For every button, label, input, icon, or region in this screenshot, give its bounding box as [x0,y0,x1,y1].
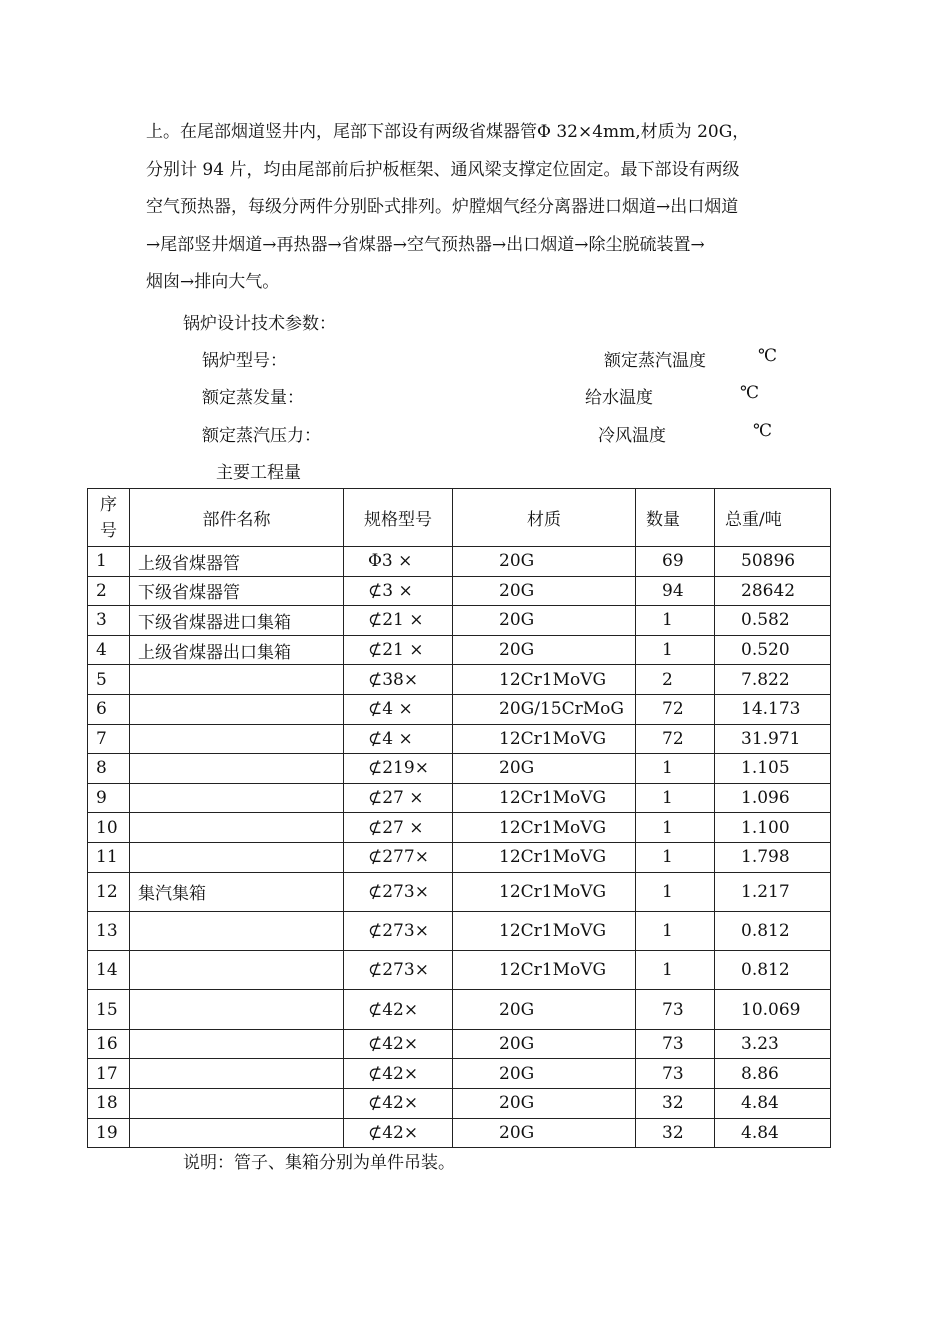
cell-spec: ⊄273× [344,951,453,990]
cell-spec: ⊄27 × [344,813,453,843]
cell-weight: 4.84 [715,1088,831,1118]
cell-material: 12Cr1MoVG [453,951,636,990]
cell-material: 20G [453,1029,636,1059]
cell-name [130,842,344,872]
cell-seq: 1 [88,547,130,577]
cell-qty: 69 [636,547,715,577]
cell-weight: 28642 [715,576,831,606]
cell-seq: 18 [88,1088,130,1118]
cell-weight: 0.582 [715,606,831,636]
cell-material: 20G [453,990,636,1029]
cell-material: 12Cr1MoVG [453,872,636,911]
table-row [88,872,831,911]
table-row [88,951,831,990]
table-row [88,1118,831,1148]
cell-material: 12Cr1MoVG [453,724,636,754]
cell-spec: ⊄21 × [344,606,453,636]
cell-material: 20G [453,754,636,784]
cell-name [130,724,344,754]
cell-spec: ⊄27 × [344,783,453,813]
cell-name [130,1088,344,1118]
cell-weight: 4.84 [715,1118,831,1148]
cell-name [130,694,344,724]
cell-seq: 17 [88,1059,130,1089]
cell-qty: 1 [636,872,715,911]
cell-name: 集汽集箱 [130,872,344,911]
cell-material: 20G [453,1118,636,1148]
cell-spec: ⊄42× [344,990,453,1029]
cell-spec: ⊄42× [344,1059,453,1089]
header-material: 材质 [453,489,636,547]
cell-qty: 94 [636,576,715,606]
params-title: 锅炉设计技术参数： [183,314,336,334]
table-row [88,1088,831,1118]
cell-material: 20G [453,576,636,606]
table-row [88,813,831,843]
cell-spec: ⊄4 × [344,694,453,724]
param-output-label: 额定蒸发量： [202,388,304,408]
cell-material: 12Cr1MoVG [453,783,636,813]
table-row [88,1059,831,1089]
cell-name [130,1059,344,1089]
cell-material: 20G [453,606,636,636]
header-weight: 总重/吨 [715,489,831,547]
cell-weight: 31.971 [715,724,831,754]
cell-material: 20G [453,1059,636,1089]
cell-name [130,951,344,990]
cell-weight: 10.069 [715,990,831,1029]
cell-seq: 19 [88,1118,130,1148]
param-cold-air-temp-label: 冷风温度 [598,426,666,446]
cell-weight: 0.520 [715,635,831,665]
cell-qty: 32 [636,1118,715,1148]
param-feedwater-temp-unit: ℃ [740,383,760,403]
cell-qty: 1 [636,783,715,813]
cell-spec: ⊄273× [344,872,453,911]
param-steam-temp-label: 额定蒸汽温度 [604,351,706,371]
cell-qty: 1 [636,842,715,872]
cell-qty: 73 [636,1029,715,1059]
cell-material: 12Cr1MoVG [453,813,636,843]
cell-name [130,911,344,950]
cell-spec: ⊄21 × [344,635,453,665]
paragraph-line: →尾部竖井烟道→再热器→省煤器→空气预热器→出口烟道→除尘脱硫装置→ [146,234,705,255]
table-row [88,724,831,754]
cell-weight: 0.812 [715,951,831,990]
table-row [88,694,831,724]
header-seq: 序 号 [88,489,130,547]
paragraph-line: 上。在尾部烟道竖井内，尾部下部设有两级省煤器管Φ 32×4mm,材质为 20G， [146,122,750,142]
table-row [88,606,831,636]
cell-weight: 1.096 [715,783,831,813]
cell-spec: ⊄42× [344,1029,453,1059]
param-cold-air-temp-unit: ℃ [753,421,773,441]
header-spec: 规格型号 [344,489,453,547]
cell-qty: 1 [636,754,715,784]
cell-material: 20G [453,547,636,577]
cell-name: 上级省煤器管 [130,547,344,577]
cell-weight: 7.822 [715,665,831,695]
table-row [88,665,831,695]
cell-qty: 72 [636,694,715,724]
paragraph-line: 分别计 94 片，均由尾部前后护板框架、通风梁支撑定位固定。最下部设有两级 [146,159,740,180]
cell-material: 20G [453,1088,636,1118]
cell-material: 12Cr1MoVG [453,911,636,950]
cell-spec: ⊄3 × [344,576,453,606]
cell-seq: 7 [88,724,130,754]
cell-seq: 8 [88,754,130,784]
cell-qty: 1 [636,606,715,636]
paragraph-line: 烟囱→排向大气。 [146,272,280,292]
cell-spec: ⊄42× [344,1118,453,1148]
cell-spec: ⊄38× [344,665,453,695]
cell-weight: 0.812 [715,911,831,950]
cell-qty: 73 [636,1059,715,1089]
table-title: 主要工程量 [216,463,301,483]
cell-name [130,665,344,695]
cell-spec: ⊄273× [344,911,453,950]
cell-name [130,783,344,813]
cell-spec: ⊄42× [344,1088,453,1118]
cell-name [130,813,344,843]
cell-weight: 8.86 [715,1059,831,1089]
cell-weight: 3.23 [715,1029,831,1059]
cell-seq: 3 [88,606,130,636]
cell-spec: Φ3 × [344,547,453,577]
table-row [88,635,831,665]
table-row [88,1029,831,1059]
param-feedwater-temp-label: 给水温度 [585,388,653,408]
cell-spec: ⊄4 × [344,724,453,754]
cell-seq: 14 [88,951,130,990]
cell-name [130,754,344,784]
quantities-table [87,488,831,1148]
cell-seq: 4 [88,635,130,665]
cell-seq: 11 [88,842,130,872]
cell-name: 下级省煤器管 [130,576,344,606]
cell-name: 下级省煤器进口集箱 [130,606,344,636]
table-row [88,783,831,813]
param-steam-temp-unit: ℃ [758,346,778,366]
cell-qty: 73 [636,990,715,1029]
table-row [88,990,831,1029]
cell-qty: 72 [636,724,715,754]
cell-name [130,990,344,1029]
cell-seq: 13 [88,911,130,950]
table-row [88,547,831,577]
cell-qty: 1 [636,911,715,950]
table-row [88,576,831,606]
param-model-label: 锅炉型号： [202,351,287,371]
cell-weight: 1.100 [715,813,831,843]
table-row [88,754,831,784]
cell-material: 12Cr1MoVG [453,842,636,872]
cell-qty: 2 [636,665,715,695]
cell-weight: 14.173 [715,694,831,724]
cell-seq: 5 [88,665,130,695]
cell-qty: 1 [636,951,715,990]
header-qty: 数量 [636,489,715,547]
cell-seq: 2 [88,576,130,606]
cell-seq: 10 [88,813,130,843]
cell-name [130,1118,344,1148]
paragraph-line: 空气预热器，每级分两件分别卧式排列。炉膛烟气经分离器进口烟道→出口烟道 [146,197,739,217]
cell-seq: 6 [88,694,130,724]
cell-spec: ⊄219× [344,754,453,784]
cell-weight: 50896 [715,547,831,577]
cell-qty: 1 [636,635,715,665]
table-row [88,911,831,950]
intro-paragraph [146,114,816,302]
cell-name: 上级省煤器出口集箱 [130,635,344,665]
cell-material: 20G/15CrMoG [453,694,636,724]
cell-name [130,1029,344,1059]
cell-seq: 9 [88,783,130,813]
header-name: 部件名称 [130,489,344,547]
cell-seq: 15 [88,990,130,1029]
param-pressure-label: 额定蒸汽压力： [202,426,321,446]
table-row [88,842,831,872]
cell-weight: 1.105 [715,754,831,784]
cell-seq: 16 [88,1029,130,1059]
cell-spec: ⊄277× [344,842,453,872]
cell-seq: 12 [88,872,130,911]
cell-material: 20G [453,635,636,665]
table-header-row [88,489,831,547]
note: 说明：管子、集箱分别为单件吊装。 [183,1153,455,1173]
cell-weight: 1.798 [715,842,831,872]
cell-qty: 1 [636,813,715,843]
cell-qty: 32 [636,1088,715,1118]
cell-weight: 1.217 [715,872,831,911]
cell-material: 12Cr1MoVG [453,665,636,695]
